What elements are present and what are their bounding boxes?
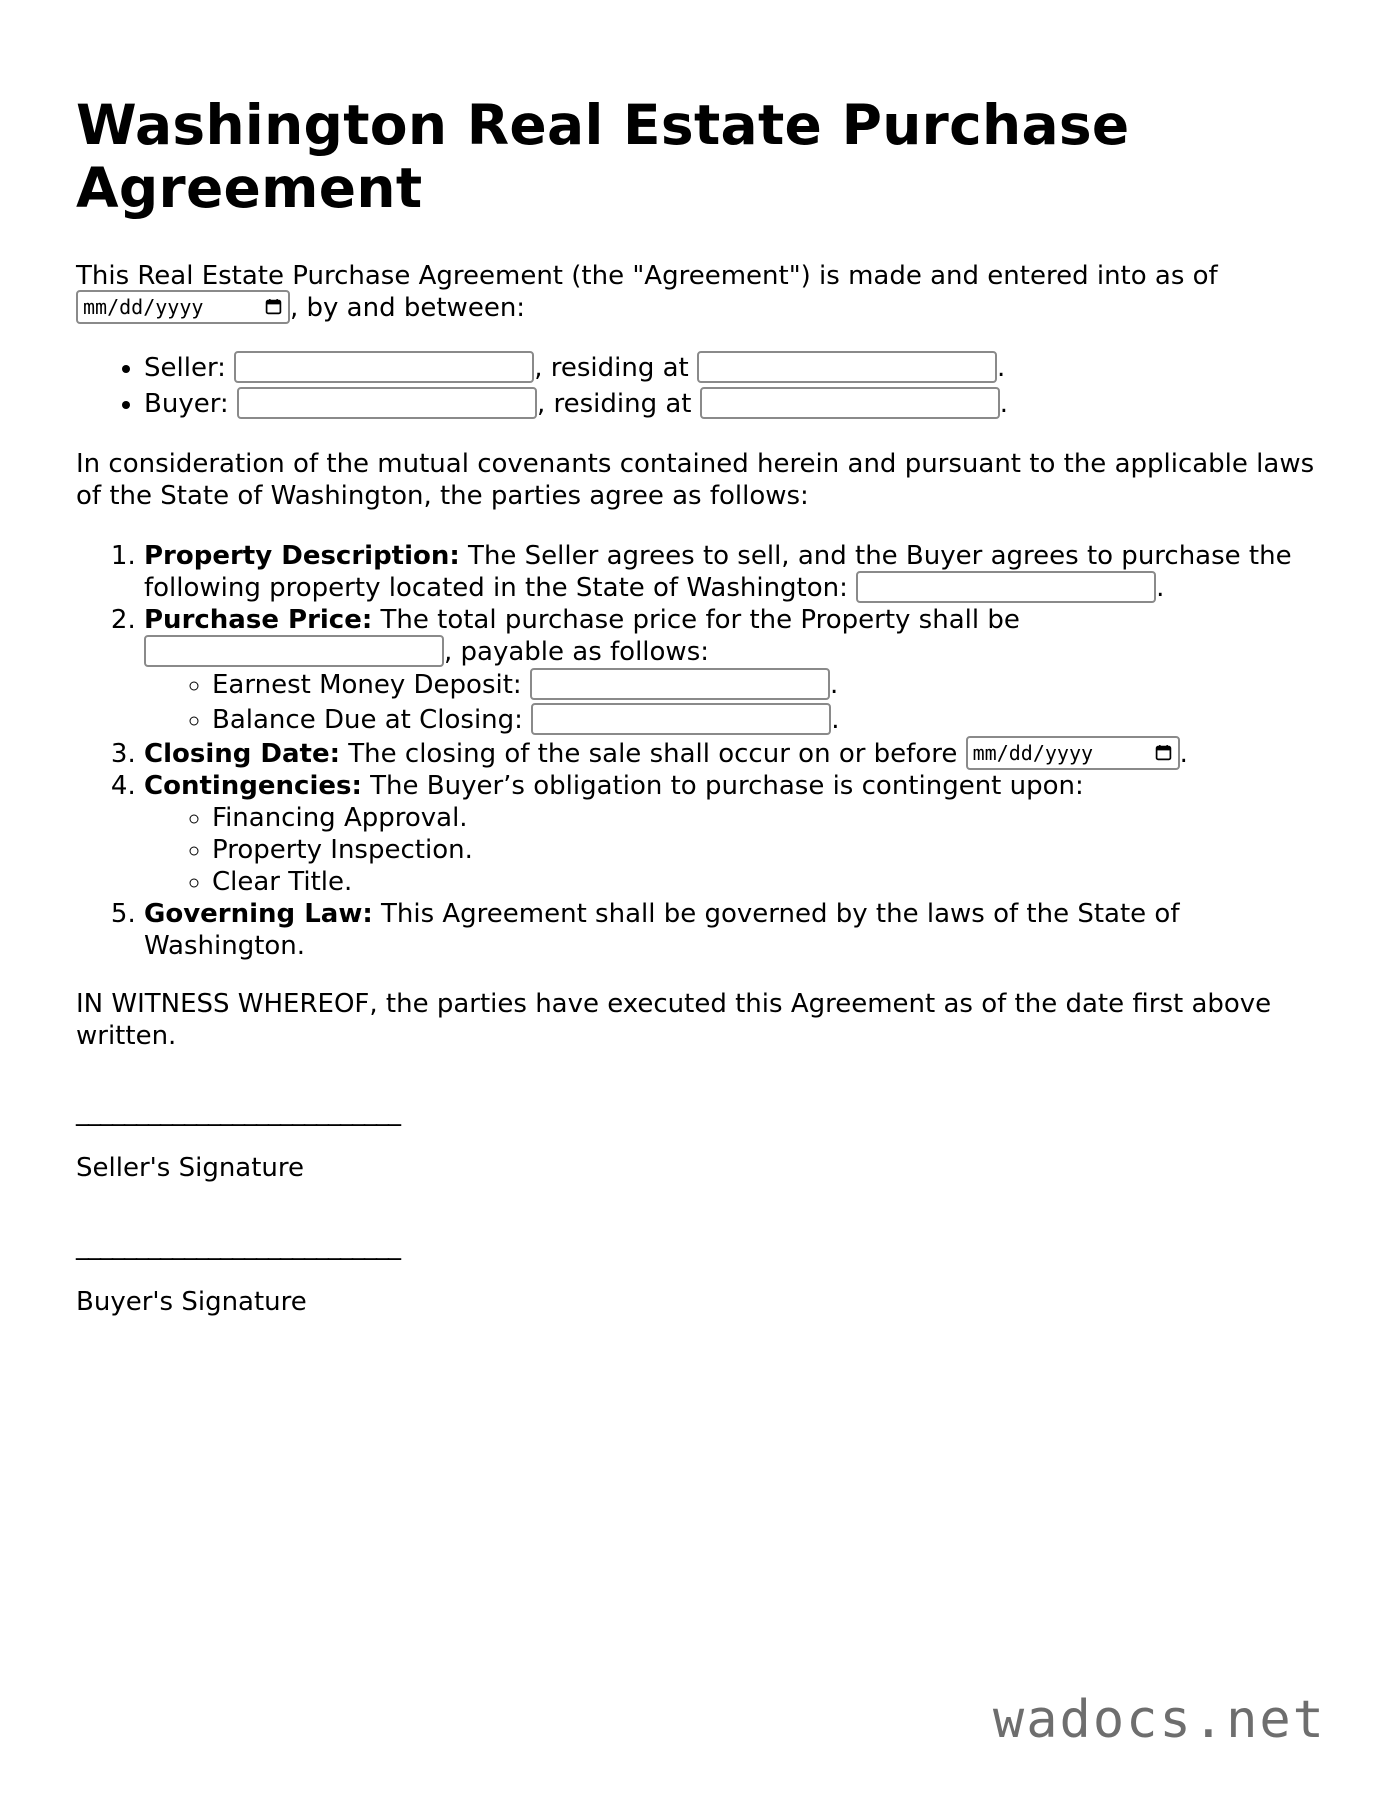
- buyer-signature-label: Buyer's Signature: [76, 1287, 307, 1317]
- contingencies-text: The Buyer’s obligation to purchase is contingent upon:: [361, 771, 1084, 801]
- agreement-date-input[interactable]: [76, 290, 290, 324]
- seller-residing-label: , residing at: [534, 353, 689, 383]
- term-property: [144, 540, 1316, 604]
- property-heading: Property Description:: [144, 541, 460, 571]
- term-contingencies: [144, 770, 1316, 898]
- seller-name-input[interactable]: [234, 351, 534, 383]
- payment-item-balance: [212, 703, 1316, 738]
- earnest-end: .: [829, 670, 839, 700]
- agreement-document: [76, 94, 1316, 1364]
- seller-label: Seller:: [144, 353, 226, 383]
- contingencies-list: [144, 802, 1316, 898]
- calendar-icon[interactable]: [1155, 744, 1172, 761]
- party-seller: [144, 350, 1316, 386]
- purchase-price-input[interactable]: [144, 635, 444, 667]
- seller-signature-label: Seller's Signature: [76, 1153, 305, 1183]
- agreement-date-placeholder: mm/dd/yyyy: [83, 294, 204, 319]
- balance-due-input[interactable]: [531, 703, 831, 735]
- term-price: [144, 604, 1316, 738]
- consideration-paragraph: In consideration of the mutual covenants contained herein and pursuant to the applicable laws of the State of Washington, the parties agree as follows:: [76, 449, 1315, 511]
- intro-paragraph: [76, 260, 1316, 324]
- page-title: Washington Real Estate Purchase Agreement: [76, 93, 1130, 220]
- buyer-address-input[interactable]: [700, 387, 1000, 419]
- closing-text: The closing of the sale shall occur on or before: [340, 739, 966, 769]
- calendar-icon[interactable]: [265, 298, 282, 315]
- list-item: ◦ Property Inspection.: [212, 834, 1316, 866]
- property-text: The Seller agrees to sell, and the Buyer agrees to purchase the following property located in the State of Washington:: [144, 541, 1292, 603]
- earnest-label: Earnest Money Deposit:: [212, 670, 530, 700]
- buyer-end: .: [999, 389, 1009, 419]
- law-text: This Agreement shall be governed by the laws of the State of Washington.: [144, 899, 1180, 961]
- buyer-name-input[interactable]: [237, 387, 537, 419]
- seller-signature-line: ___________________________: [76, 1097, 400, 1127]
- closing-date-placeholder: mm/dd/yyyy: [972, 740, 1094, 765]
- earnest-money-input[interactable]: [530, 668, 830, 700]
- seller-end: .: [996, 353, 1006, 383]
- property-description-input[interactable]: [856, 571, 1156, 603]
- buyer-signature-line: ___________________________: [76, 1231, 400, 1261]
- intro-text-after: , by and between:: [290, 293, 526, 323]
- payment-list: [144, 668, 1316, 738]
- list-item: ◦ Financing Approval.: [212, 802, 1316, 834]
- closing-date-input[interactable]: [966, 736, 1180, 770]
- terms-list: [76, 540, 1316, 962]
- balance-end: .: [831, 705, 840, 735]
- witness-paragraph: IN WITNESS WHEREOF, the parties have executed this Agreement as of the date first above written.: [76, 989, 1272, 1051]
- price-after: , payable as follows:: [444, 637, 710, 667]
- payment-item-earnest: [212, 668, 1316, 703]
- term-closing: [144, 738, 1316, 770]
- party-buyer: [144, 386, 1316, 422]
- closing-end: .: [1179, 739, 1188, 769]
- term-governing-law: [144, 898, 1316, 962]
- property-end: .: [1156, 573, 1165, 603]
- buyer-label: Buyer:: [144, 389, 229, 419]
- contingencies-heading: Contingencies:: [144, 771, 362, 801]
- balance-label: Balance Due at Closing:: [212, 705, 532, 735]
- intro-text: This Real Estate Purchase Agreement (the "Agreement") is made and entered into as of: [76, 261, 1218, 291]
- buyer-residing-label: , residing at: [536, 389, 692, 419]
- price-heading: Purchase Price:: [144, 605, 373, 635]
- closing-heading: Closing Date:: [144, 739, 341, 769]
- watermark: wadocs.net: [992, 1690, 1326, 1750]
- law-heading: Governing Law:: [144, 899, 373, 929]
- parties-list: [76, 350, 1316, 422]
- seller-address-input[interactable]: [697, 351, 997, 383]
- list-item: ◦ Clear Title.: [212, 866, 1316, 898]
- price-text: The total purchase price for the Property shall be: [372, 605, 1020, 635]
